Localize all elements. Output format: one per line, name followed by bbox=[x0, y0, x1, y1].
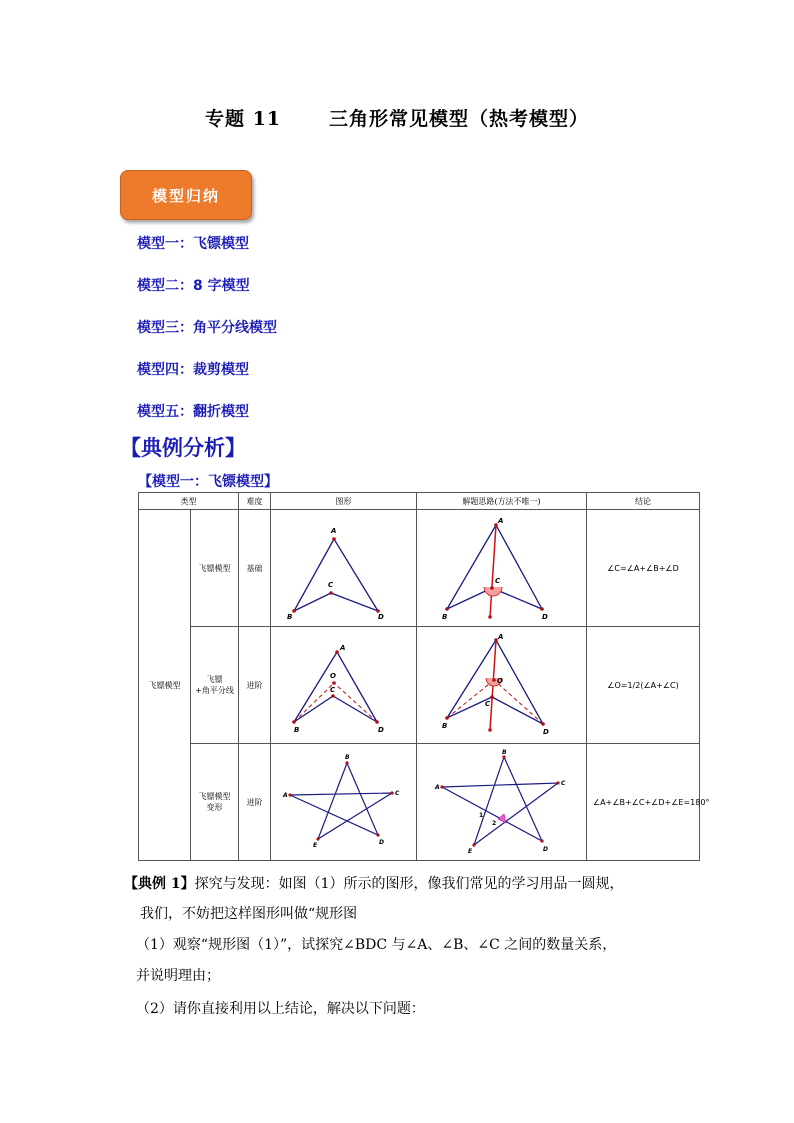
label-o: O bbox=[496, 677, 503, 685]
label-b: B bbox=[441, 722, 447, 730]
row1-conclusion: ∠C=∠A+∠B+∠D bbox=[587, 510, 700, 627]
label-a: A bbox=[434, 784, 440, 791]
star-method-figure bbox=[422, 747, 582, 857]
label-b: B bbox=[441, 613, 447, 621]
label-a: A bbox=[497, 633, 503, 641]
angle-2-label: 2 bbox=[491, 820, 496, 827]
row3-difficulty: 进阶 bbox=[239, 744, 271, 861]
row3-conclusion: ∠A+∠B+∠C+∠D+∠E=180° bbox=[587, 744, 700, 861]
label-c: C bbox=[329, 686, 335, 694]
title-number: 专题 11 bbox=[204, 108, 282, 130]
title-text: 三角形常见模型（热考模型） bbox=[329, 108, 590, 130]
section-heading: 【典例分析】 bbox=[120, 436, 246, 460]
model-list bbox=[137, 233, 277, 443]
dart-figure bbox=[274, 513, 414, 623]
label-e: E bbox=[312, 842, 317, 849]
example-tag: 【典例 1】 bbox=[124, 876, 195, 892]
header-figure: 图形 bbox=[271, 493, 417, 510]
label-d: D bbox=[378, 839, 384, 846]
row1-difficulty: 基础 bbox=[239, 510, 271, 627]
label-b: B bbox=[293, 726, 299, 734]
model-item-1: 模型一：飞镖模型 bbox=[137, 236, 249, 252]
dart-bisector-figure bbox=[274, 630, 414, 740]
page-title bbox=[0, 104, 794, 131]
label-a: A bbox=[497, 517, 503, 525]
example-line-3: （1）观察“规形图（1）”，试探究∠BDC 与∠A、∠B、∠C 之间的数量关系， bbox=[136, 937, 617, 953]
header-difficulty: 难度 bbox=[239, 493, 271, 510]
label-c: C bbox=[327, 581, 333, 589]
row1-type: 飞镖模型 bbox=[191, 510, 239, 627]
dart-method-figure bbox=[422, 513, 582, 623]
model-item-5: 模型五：翻折模型 bbox=[137, 404, 249, 420]
row3-method bbox=[417, 744, 587, 861]
model-summary-badge: 模型归纳 bbox=[120, 170, 252, 220]
star-figure bbox=[274, 747, 414, 857]
label-c: C bbox=[484, 700, 490, 708]
label-c: C bbox=[560, 780, 565, 787]
header-type: 类型 bbox=[139, 493, 239, 510]
model-item-3: 模型三：角平分线模型 bbox=[137, 320, 277, 336]
example-line-5: （2）请你直接利用以上结论，解决以下问题： bbox=[136, 1001, 425, 1017]
row3-figure bbox=[271, 744, 417, 861]
label-d: D bbox=[377, 613, 384, 621]
table-caption: 【模型一：飞镖模型】 bbox=[138, 474, 278, 490]
model-item-4: 模型四：裁剪模型 bbox=[137, 362, 249, 378]
model-table bbox=[138, 492, 710, 861]
label-a: A bbox=[330, 527, 336, 535]
angle-1-label: 1 bbox=[478, 812, 483, 819]
row2-conclusion: ∠O=1/2(∠A+∠C) bbox=[587, 627, 700, 744]
example-line-2: 我们，不妨把这样图形叫做“规形图 bbox=[140, 906, 358, 922]
label-a: A bbox=[282, 792, 288, 799]
label-d: D bbox=[541, 613, 548, 621]
row1-method bbox=[417, 510, 587, 627]
example-text-1: 探究与发现：如图（1）所示的图形，像我们常见的学习用品一圆规， bbox=[194, 876, 624, 892]
label-a: A bbox=[339, 644, 345, 652]
row2-method bbox=[417, 627, 587, 744]
label-d: D bbox=[542, 728, 549, 736]
row3-type: 飞镖模型 变形 bbox=[191, 744, 239, 861]
example-line-1 bbox=[124, 869, 704, 899]
group-label: 飞镖模型 bbox=[139, 510, 191, 861]
label-e: E bbox=[467, 848, 472, 855]
header-method: 解题思路(方法不唯一) bbox=[417, 493, 587, 510]
label-c: C bbox=[394, 790, 399, 797]
label-b: B bbox=[344, 754, 350, 761]
example-line-4: 并说明理由； bbox=[136, 968, 220, 984]
row2-type: 飞镖 +角平分线 bbox=[191, 627, 239, 744]
label-d: D bbox=[377, 726, 384, 734]
label-b: B bbox=[501, 749, 507, 756]
row1-figure bbox=[271, 510, 417, 627]
label-d: D bbox=[542, 846, 548, 853]
label-o: O bbox=[329, 672, 336, 680]
label-c: C bbox=[494, 577, 500, 585]
row2-difficulty: 进阶 bbox=[239, 627, 271, 744]
row2-figure bbox=[271, 627, 417, 744]
label-b: B bbox=[286, 613, 292, 621]
dart-bisector-method-figure bbox=[422, 630, 582, 740]
header-conclusion: 结论 bbox=[587, 493, 700, 510]
model-item-2: 模型二：8 字模型 bbox=[137, 278, 250, 294]
